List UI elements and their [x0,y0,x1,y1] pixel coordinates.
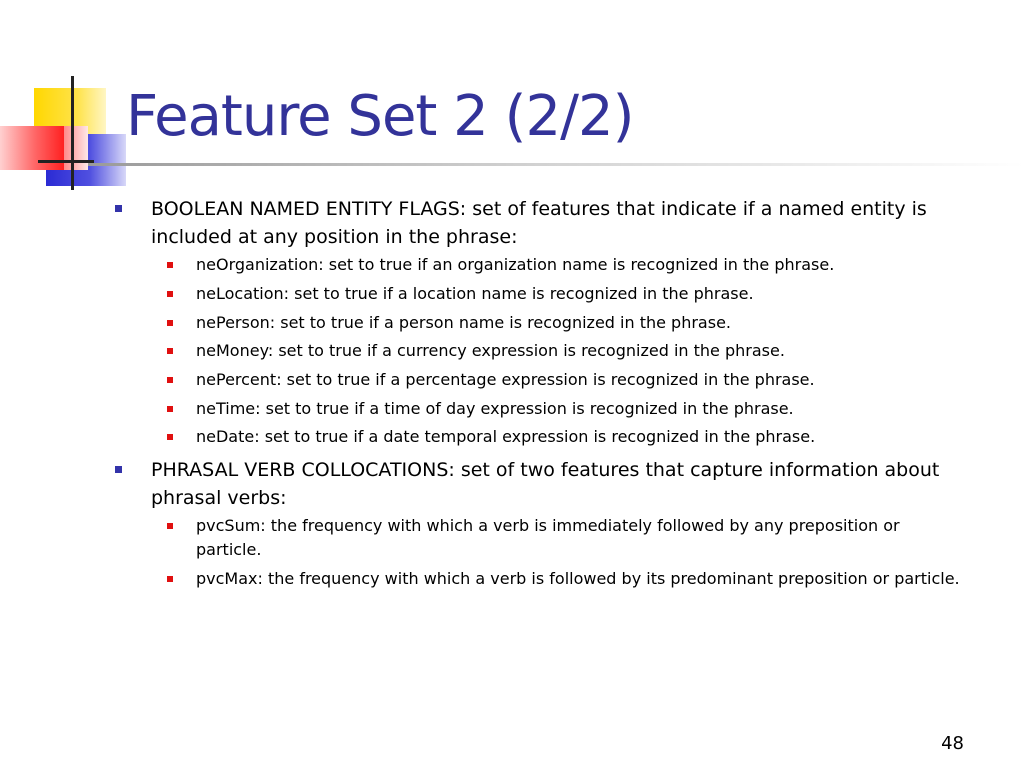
square-bullet-icon [167,348,173,354]
subbullet-text: neMoney: set to true if a currency expression is recognized in the phrase. [196,341,785,360]
subbullet-text: neLocation: set to true if a location name is recognized in the phrase. [196,284,754,303]
slide-title: Feature Set 2 (2/2) [126,84,634,149]
square-bullet-icon [167,576,173,582]
bullet-phrasal-verb-collocations [151,456,967,512]
subbullet-item [196,397,966,421]
square-bullet-icon [167,434,173,440]
square-bullet-icon [167,262,173,268]
page-number: 48 [941,733,964,754]
square-bullet-icon [115,466,122,473]
subbullet-item [196,425,966,449]
subbullet-text: pvcSum: the frequency with which a verb is immediately followed by any preposition or particle. [196,516,900,559]
subbullet-text: nePercent: set to true if a percentage expression is recognized in the phrase. [196,370,815,389]
square-bullet-icon [167,523,173,529]
subbullet-item [196,368,966,392]
bullet-text: PHRASAL VERB COLLOCATIONS: set of two features that capture information about phrasal verbs: [151,459,940,509]
subbullet-text: neOrganization: set to true if an organization name is recognized in the phrase. [196,255,835,274]
subbullet-item [196,253,966,277]
subbullet-item [196,311,966,335]
square-bullet-icon [167,291,173,297]
subbullet-item [196,514,966,562]
subbullet-item [196,339,966,363]
bullet-named-entity-flags [151,195,967,251]
subbullet-text: neTime: set to true if a time of day expression is recognized in the phrase. [196,399,794,418]
bullet-text: BOOLEAN NAMED ENTITY FLAGS: set of features that indicate if a named entity is included at any position in the phrase: [151,198,927,248]
subbullet-text: pvcMax: the frequency with which a verb is followed by its predominant preposition or particle. [196,569,960,588]
subbullet-item [196,567,966,591]
subbullet-item [196,282,966,306]
square-bullet-icon [167,406,173,412]
square-bullet-icon [115,205,122,212]
square-bullet-icon [167,320,173,326]
square-bullet-icon [167,377,173,383]
subbullet-text: nePerson: set to true if a person name is recognized in the phrase. [196,313,731,332]
subbullet-text: neDate: set to true if a date temporal expression is recognized in the phrase. [196,427,816,446]
